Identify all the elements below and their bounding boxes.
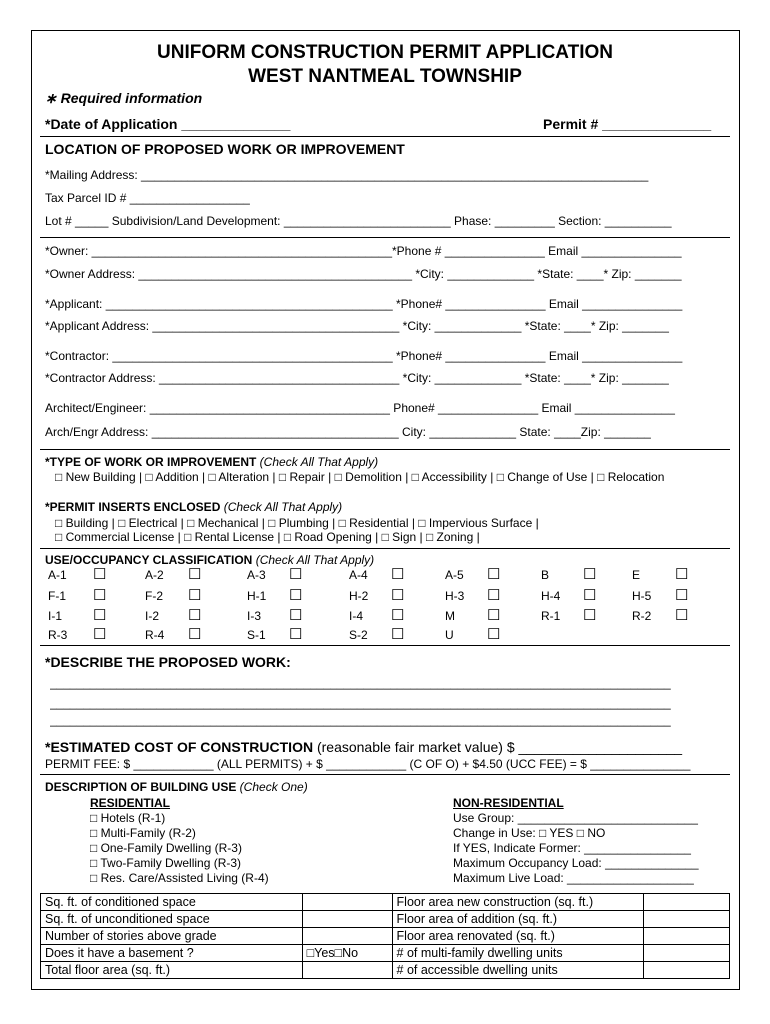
use-class-label: F-2	[145, 589, 163, 603]
row-value-cell[interactable]	[302, 911, 392, 928]
use-class-label: I-2	[145, 609, 160, 623]
use-class-label: H-5	[632, 589, 652, 603]
residential-option[interactable]: □ Two-Family Dwelling (R-3)	[90, 856, 242, 870]
use-class-checkbox[interactable]: ☐	[583, 587, 597, 604]
use-class-checkbox[interactable]: ☐	[93, 626, 107, 643]
use-class-checkbox[interactable]: ☐	[188, 566, 202, 583]
use-class-checkbox[interactable]: ☐	[487, 566, 501, 583]
use-class-checkbox[interactable]: ☐	[487, 607, 501, 624]
applicant-address-line[interactable]: *Applicant Address: _____________________________________ *City: _____________ *State: ____* Zip: _______	[45, 319, 669, 333]
work-type-options[interactable]: □ New Building | □ Addition | □ Alteration | □ Repair | □ Demolition | □ Accessibility | □ Change of Use | □ Relocation	[55, 470, 665, 484]
describe-line-2[interactable]: _____________________________________________________________________________________________	[50, 696, 671, 710]
row-label: Floor area renovated (sq. ft.)	[392, 928, 644, 945]
permit-number-field[interactable]: Permit # ______________	[543, 116, 712, 132]
row-label: Sq. ft. of conditioned space	[41, 894, 303, 911]
use-class-checkbox[interactable]: ☐	[93, 607, 107, 624]
row-value-cell[interactable]	[644, 911, 730, 928]
use-class-checkbox[interactable]: ☐	[391, 626, 405, 643]
use-class-label: R-4	[145, 628, 165, 642]
architect-line[interactable]: Architect/Engineer: ____________________________________ Phone# _______________ Email _______________	[45, 401, 675, 415]
divider	[40, 645, 730, 646]
table-row	[41, 945, 730, 962]
applicant-line[interactable]: *Applicant: ___________________________________________ *Phone# _______________ Email _______________	[45, 297, 683, 311]
use-class-checkbox[interactable]: ☐	[289, 607, 303, 624]
describe-line-1[interactable]: _____________________________________________________________________________________________	[50, 676, 671, 690]
contractor-line[interactable]: *Contractor: __________________________________________ *Phone# _______________ Email _______________	[45, 349, 683, 363]
work-type-heading: *TYPE OF WORK OR IMPROVEMENT (Check All That Apply)	[45, 455, 379, 469]
row-label: Does it have a basement ?	[41, 945, 303, 962]
use-class-label: R-2	[632, 609, 652, 623]
divider	[40, 237, 730, 238]
row-value-cell[interactable]	[644, 962, 730, 979]
use-class-checkbox[interactable]: ☐	[93, 566, 107, 583]
use-class-heading: USE/OCCUPANCY CLASSIFICATION (Check All That Apply)	[45, 553, 375, 567]
use-class-checkbox[interactable]: ☐	[289, 566, 303, 583]
use-class-label: H-1	[247, 589, 267, 603]
residential-title: RESIDENTIAL	[90, 796, 171, 810]
contractor-address-line[interactable]: *Contractor Address: ____________________________________ *City: _____________ *State: ____* Zip: _______	[45, 371, 669, 385]
use-class-checkbox[interactable]: ☐	[487, 626, 501, 643]
date-of-application-field[interactable]: *Date of Application ______________	[45, 116, 291, 132]
use-class-checkbox[interactable]: ☐	[188, 607, 202, 624]
use-class-label: B	[541, 568, 550, 582]
row-label: Number of stories above grade	[41, 928, 303, 945]
describe-line-3[interactable]: _____________________________________________________________________________________________	[50, 713, 671, 727]
use-class-label: H-2	[349, 589, 369, 603]
use-class-label: A-3	[247, 568, 266, 582]
building-area-table	[40, 893, 730, 979]
row-label: Floor area of addition (sq. ft.)	[392, 911, 644, 928]
residential-option[interactable]: □ Res. Care/Assisted Living (R-4)	[90, 871, 269, 885]
use-class-checkbox[interactable]: ☐	[391, 607, 405, 624]
building-use-heading: DESCRIPTION OF BUILDING USE (Check One)	[45, 780, 308, 794]
divider	[40, 548, 730, 549]
tax-parcel-field[interactable]: Tax Parcel ID # __________________	[45, 191, 250, 205]
township-name: WEST NANTMEAL TOWNSHIP	[248, 66, 522, 87]
use-class-label: M	[445, 609, 455, 623]
use-class-label: A-5	[445, 568, 464, 582]
use-class-label: A-4	[349, 568, 368, 582]
row-value-cell[interactable]	[302, 928, 392, 945]
residential-option[interactable]: □ Hotels (R-1)	[90, 811, 166, 825]
row-label: Floor area new construction (sq. ft.)	[392, 894, 644, 911]
estimated-cost-field[interactable]: *ESTIMATED COST OF CONSTRUCTION (reasonable fair market value) $ _____________________	[45, 739, 683, 755]
nonresidential-field[interactable]: Use Group: ___________________________	[453, 811, 698, 825]
use-class-checkbox[interactable]: ☐	[391, 566, 405, 583]
use-class-label: S-2	[349, 628, 368, 642]
describe-heading: *DESCRIBE THE PROPOSED WORK:	[45, 654, 291, 670]
row-label: Sq. ft. of unconditioned space	[41, 911, 303, 928]
row-value-cell[interactable]	[302, 962, 392, 979]
form-title: UNIFORM CONSTRUCTION PERMIT APPLICATION	[157, 42, 613, 63]
table-row	[41, 928, 730, 945]
use-class-checkbox[interactable]: ☐	[675, 587, 689, 604]
row-label: # of multi-family dwelling units	[392, 945, 644, 962]
inserts-heading: *PERMIT INSERTS ENCLOSED (Check All That Apply)	[45, 500, 343, 514]
use-class-label: I-3	[247, 609, 262, 623]
use-class-checkbox[interactable]: ☐	[188, 587, 202, 604]
row-value-cell[interactable]: □Yes□No	[302, 945, 392, 962]
table-row	[41, 962, 730, 979]
required-note: ∗ Required information	[45, 90, 203, 106]
divider	[40, 774, 730, 775]
row-label: Total floor area (sq. ft.)	[41, 962, 303, 979]
use-class-label: R-1	[541, 609, 561, 623]
mailing-address-field[interactable]: *Mailing Address: ____________________________________________________________________________	[45, 168, 649, 182]
table-row	[41, 911, 730, 928]
owner-address-line[interactable]: *Owner Address: _________________________________________ *City: _____________ *State: ____* Zip: _______	[45, 267, 682, 281]
use-class-checkbox[interactable]: ☐	[391, 587, 405, 604]
row-value-cell[interactable]	[644, 894, 730, 911]
use-class-checkbox[interactable]: ☐	[675, 566, 689, 583]
use-class-label: I-4	[349, 609, 364, 623]
owner-line[interactable]: *Owner: _____________________________________________*Phone # _______________ Email _______________	[45, 244, 682, 258]
row-value-cell[interactable]	[644, 928, 730, 945]
use-class-checkbox[interactable]: ☐	[289, 626, 303, 643]
use-class-label: A-2	[145, 568, 164, 582]
use-class-checkbox[interactable]: ☐	[583, 607, 597, 624]
row-label: # of accessible dwelling units	[392, 962, 644, 979]
table-row	[41, 894, 730, 911]
lot-subdivision-field[interactable]: Lot # _____ Subdivision/Land Development: _________________________ Phase: _________ Section: __________	[45, 214, 672, 228]
use-class-label: H-3	[445, 589, 465, 603]
use-class-label: S-1	[247, 628, 266, 642]
residential-option[interactable]: □ One-Family Dwelling (R-3)	[90, 841, 242, 855]
permit-fee-line[interactable]: PERMIT FEE: $ ____________ (ALL PERMITS) + $ ____________ (C OF O) + $4.50 (UCC FEE) = $ _______________	[45, 757, 691, 771]
inserts-options-1[interactable]: □ Building | □ Electrical | □ Mechanical | □ Plumbing | □ Residential | □ Impervious Surface |	[55, 516, 539, 530]
nonresidential-field[interactable]: Change in Use: □ YES □ NO	[453, 826, 606, 840]
use-class-label: H-4	[541, 589, 561, 603]
row-value-cell[interactable]	[302, 894, 392, 911]
use-class-label: A-1	[48, 568, 67, 582]
nonresidential-title: NON-RESIDENTIAL	[453, 796, 564, 810]
use-class-label: I-1	[48, 609, 63, 623]
use-class-label: U	[445, 628, 454, 642]
use-class-checkbox[interactable]: ☐	[675, 607, 689, 624]
use-class-label: R-3	[48, 628, 68, 642]
use-class-checkbox[interactable]: ☐	[93, 587, 107, 604]
divider	[40, 136, 730, 137]
nonresidential-field[interactable]: Maximum Occupancy Load: ______________	[453, 856, 699, 870]
architect-address-line[interactable]: Arch/Engr Address: _____________________________________ City: _____________ State: ____Zip: _______	[45, 425, 651, 439]
use-class-label: F-1	[48, 589, 66, 603]
row-value-cell[interactable]	[644, 945, 730, 962]
use-class-label: E	[632, 568, 641, 582]
use-class-checkbox[interactable]: ☐	[188, 626, 202, 643]
inserts-options-2[interactable]: □ Commercial License | □ Rental License | □ Road Opening | □ Sign | □ Zoning |	[55, 530, 480, 544]
residential-option[interactable]: □ Multi-Family (R-2)	[90, 826, 196, 840]
nonresidential-field[interactable]: If YES, Indicate Former: ________________	[453, 841, 691, 855]
nonresidential-field[interactable]: Maximum Live Load: ___________________	[453, 871, 694, 885]
use-class-checkbox[interactable]: ☐	[487, 587, 501, 604]
use-class-checkbox[interactable]: ☐	[583, 566, 597, 583]
location-heading: LOCATION OF PROPOSED WORK OR IMPROVEMENT	[45, 141, 405, 157]
divider	[40, 449, 730, 450]
use-class-checkbox[interactable]: ☐	[289, 587, 303, 604]
